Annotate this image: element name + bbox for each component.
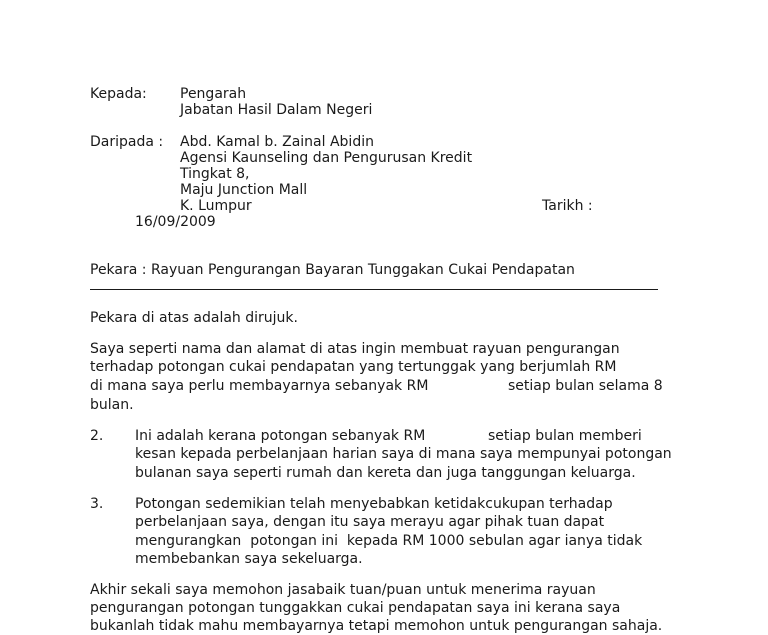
paragraph-line: Saya seperti nama dan alamat di atas ingin membuat rayuan pengurangan <box>90 341 620 357</box>
closing-line: pengurangan potongan tunggakkan cukai pendapatan saya ini kerana saya <box>90 600 621 616</box>
item-line: setiap bulan memberi <box>488 428 642 444</box>
from-line: Abd. Kamal b. Zainal Abidin <box>180 134 374 150</box>
paragraph-line: setiap bulan selama 8 <box>508 378 663 394</box>
to-line: Pengarah <box>180 86 247 102</box>
subject-underline <box>90 289 658 290</box>
from-line: Agensi Kaunseling dan Pengurusan Kredit <box>180 150 473 166</box>
item-number: 2. <box>90 428 104 444</box>
item-line: membebankan saya sekeluarga. <box>135 551 363 567</box>
date-label: Tarikh : <box>542 198 593 214</box>
item-line: bulanan saya seperti rumah dan kereta dan juga tanggungan keluarga. <box>135 465 636 481</box>
date-value: 16/09/2009 <box>135 214 216 230</box>
closing-line: bukanlah tidak mahu membayarnya tetapi memohon untuk pengurangan sahaja. <box>90 618 663 634</box>
item-line: Potongan sedemikian telah menyebabkan ketidakcukupan terhadap <box>135 496 613 512</box>
closing-line: Akhir sekali saya memohon jasabaik tuan/puan untuk menerima rayuan <box>90 582 596 598</box>
paragraph-line: di mana saya perlu membayarnya sebanyak RM <box>90 378 429 394</box>
from-line: Maju Junction Mall <box>180 182 308 198</box>
reference-line: Pekara di atas adalah dirujuk. <box>90 310 298 326</box>
item-number: 3. <box>90 496 104 512</box>
from-label: Daripada : <box>90 134 164 150</box>
from-line: K. Lumpur <box>180 198 252 214</box>
item-line: Ini adalah kerana potongan sebanyak RM <box>135 428 426 444</box>
item-line: mengurangkan potongan ini kepada RM 1000 sebulan agar ianya tidak <box>135 533 643 549</box>
from-line: Tingkat 8, <box>180 166 250 182</box>
item-line: perbelanjaan saya, dengan itu saya merayu agar pihak tuan dapat <box>135 514 605 530</box>
to-line: Jabatan Hasil Dalam Negeri <box>180 102 373 118</box>
subject-line: Pekara : Rayuan Pengurangan Bayaran Tunggakan Cukai Pendapatan <box>90 262 575 278</box>
to-label: Kepada: <box>90 86 147 102</box>
paragraph-line: bulan. <box>90 397 134 413</box>
item-line: kesan kepada perbelanjaan harian saya di mana saya mempunyai potongan <box>135 446 672 462</box>
paragraph-line: terhadap potongan cukai pendapatan yang tertunggak yang berjumlah RM <box>90 359 617 375</box>
